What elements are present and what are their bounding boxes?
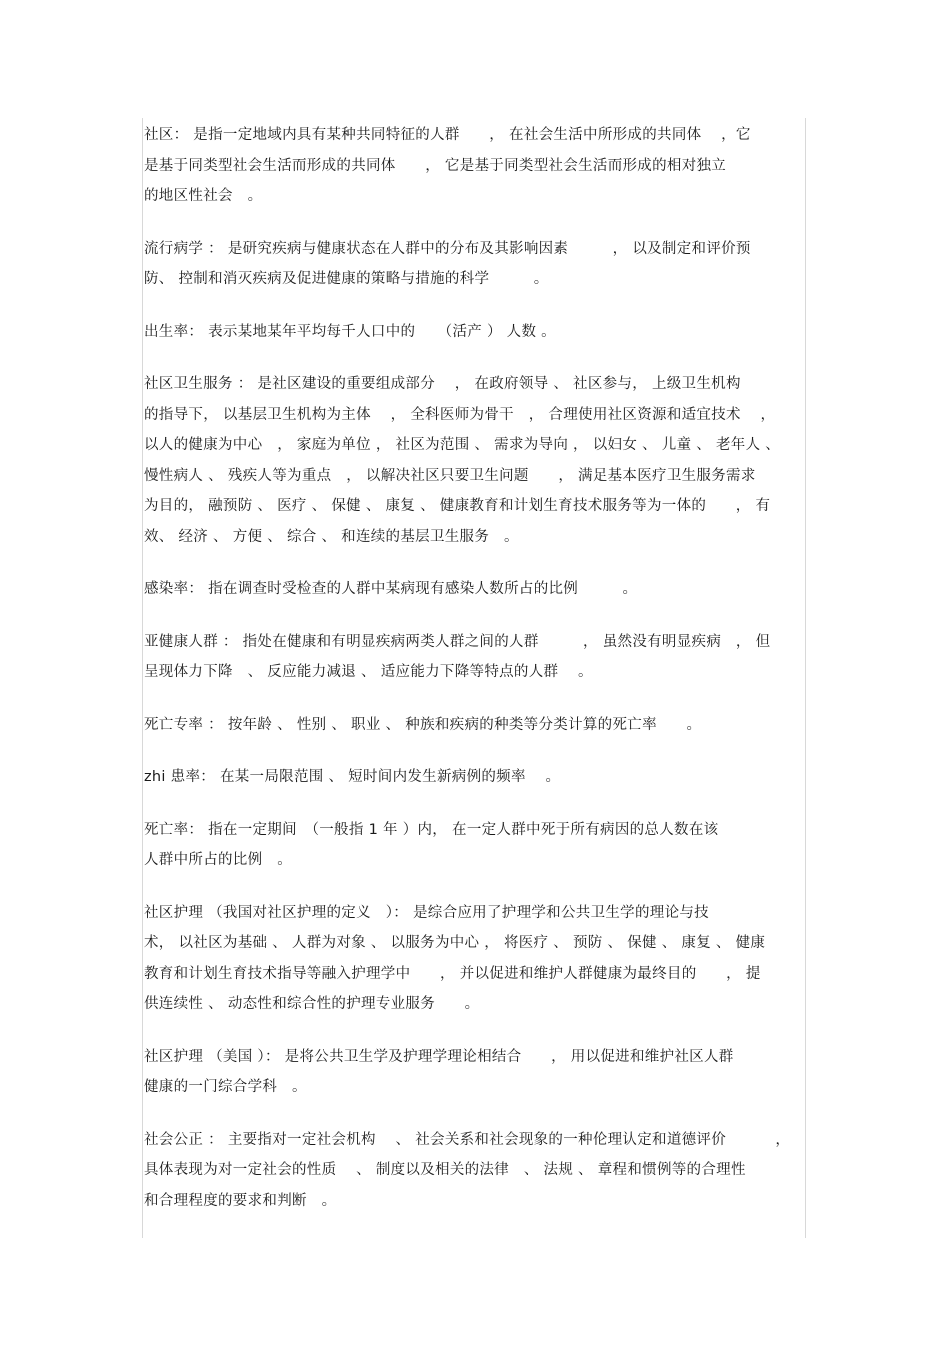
- definition-death-rate: [144, 815, 812, 876]
- line: 感染率： 指在调查时受检查的人群中某病现有感染人数所占的比例 。: [144, 581, 638, 597]
- definition-epidemiology: [144, 234, 812, 295]
- line: 以人的健康为中心 ， 家庭为单位 ， 社区为范围 、 需求为导向 ， 以妇女 、 儿童 、 老年人 、: [144, 437, 781, 453]
- line: 呈现体力下降 、 反应能力减退 、 适应能力下降等特点的人群 。: [144, 664, 593, 680]
- line: 人群中所占的比例 。: [144, 852, 292, 868]
- line: 社区护理 （我国对社区护理的定义 ）： 是综合应用了护理学和公共卫生学的理论与技: [144, 904, 709, 921]
- definition-attack-rate: [144, 762, 812, 793]
- line: 社区： 是指一定地域内具有某种共同特征的人群 ， 在社会生活中所形成的共同体 ，它: [144, 127, 751, 143]
- line: 慢性病人 、 残疾人等为重点 ， 以解决社区只要卫生问题 ， 满足基本医疗卫生服务需求: [144, 467, 756, 484]
- definition-social-justice: [144, 1125, 812, 1217]
- definition-community-health-service: [144, 369, 812, 552]
- document-body: [144, 120, 812, 1238]
- line: 死亡率： 指在一定期间 （一般指 1 年 ）内， 在一定人群中死于所有病因的总人数在该: [144, 821, 719, 838]
- line: 社会公正 ： 主要指对一定社会机构 、 社会关系和社会现象的一种伦理认定和道德评价 ，: [144, 1131, 791, 1148]
- line: 社区护理 （美国 ）： 是将公共卫生学及护理学理论相结合 ， 用以促进和维护社区人群: [144, 1048, 734, 1065]
- line: 流行病学 ： 是研究疾病与健康状态在人群中的分布及其影响因素 ， 以及制定和评价预: [144, 240, 751, 257]
- line: 是基于同类型社会生活而形成的共同体 ， 它是基于同类型社会生活而形成的相对独立: [144, 157, 727, 174]
- definition-sub-health: [144, 627, 812, 688]
- line: 效、 经济 、 方便 、 综合 、 和连续的基层卫生服务 。: [144, 528, 519, 545]
- definition-specific-death-rate: [144, 710, 812, 741]
- line: 防、 控制和消灭疾病及促进健康的策略与措施的科学 。: [144, 271, 549, 287]
- line: 出生率： 表示某地某年平均每千人口中的 （活产 ） 人数 。: [144, 323, 556, 340]
- definition-community: [144, 120, 812, 212]
- line: 教育和计划生育技术指导等融入护理学中 ， 并以促进和维护人群健康为最终目的 ， 提: [144, 965, 761, 982]
- definition-community-nursing-cn: [144, 898, 812, 1020]
- line: 供连续性 、 动态性和综合性的护理专业服务 。: [144, 996, 480, 1012]
- line: 的地区性社会 。: [144, 188, 263, 204]
- line: 具体表现为对一定社会的性质 、 制度以及相关的法律 、 法规 、 章程和惯例等的合理性: [144, 1162, 746, 1178]
- definition-community-nursing-us: [144, 1042, 812, 1103]
- definition-infection-rate: [144, 574, 812, 605]
- line: 死亡专率 ： 按年龄 、 性别 、 职业 、 种族和疾病的种类等分类计算的死亡率 。: [144, 716, 702, 733]
- line: 社区卫生服务 ： 是社区建设的重要组成部分 ， 在政府领导 、 社区参与， 上级卫生机构: [144, 376, 741, 392]
- line: 亚健康人群 ： 指处在健康和有明显疾病两类人群之间的人群 ， 虽然没有明显疾病 ， 但: [144, 633, 771, 650]
- line: 的指导下， 以基层卫生机构为主体 ， 全科医师为骨干 ， 合理使用社区资源和适宜技术 ，: [144, 406, 776, 423]
- line: 术， 以社区为基础 、 人群为对象 、 以服务为中心 ， 将医疗 、 预防 、 保健 、 康复 、 健康: [144, 935, 766, 951]
- line: 和合理程度的要求和判断 。: [144, 1192, 337, 1209]
- line: zhi 患率： 在某一局限范围 、 短时间内发生新病例的频率 。: [144, 769, 561, 785]
- line: 健康的一门综合学科 。: [144, 1079, 307, 1095]
- definition-birth-rate: [144, 317, 812, 348]
- line: 为目的， 融预防 、 医疗 、 保健 、 康复 、 健康教育和计划生育技术服务等为一体的 ， 有: [144, 498, 771, 514]
